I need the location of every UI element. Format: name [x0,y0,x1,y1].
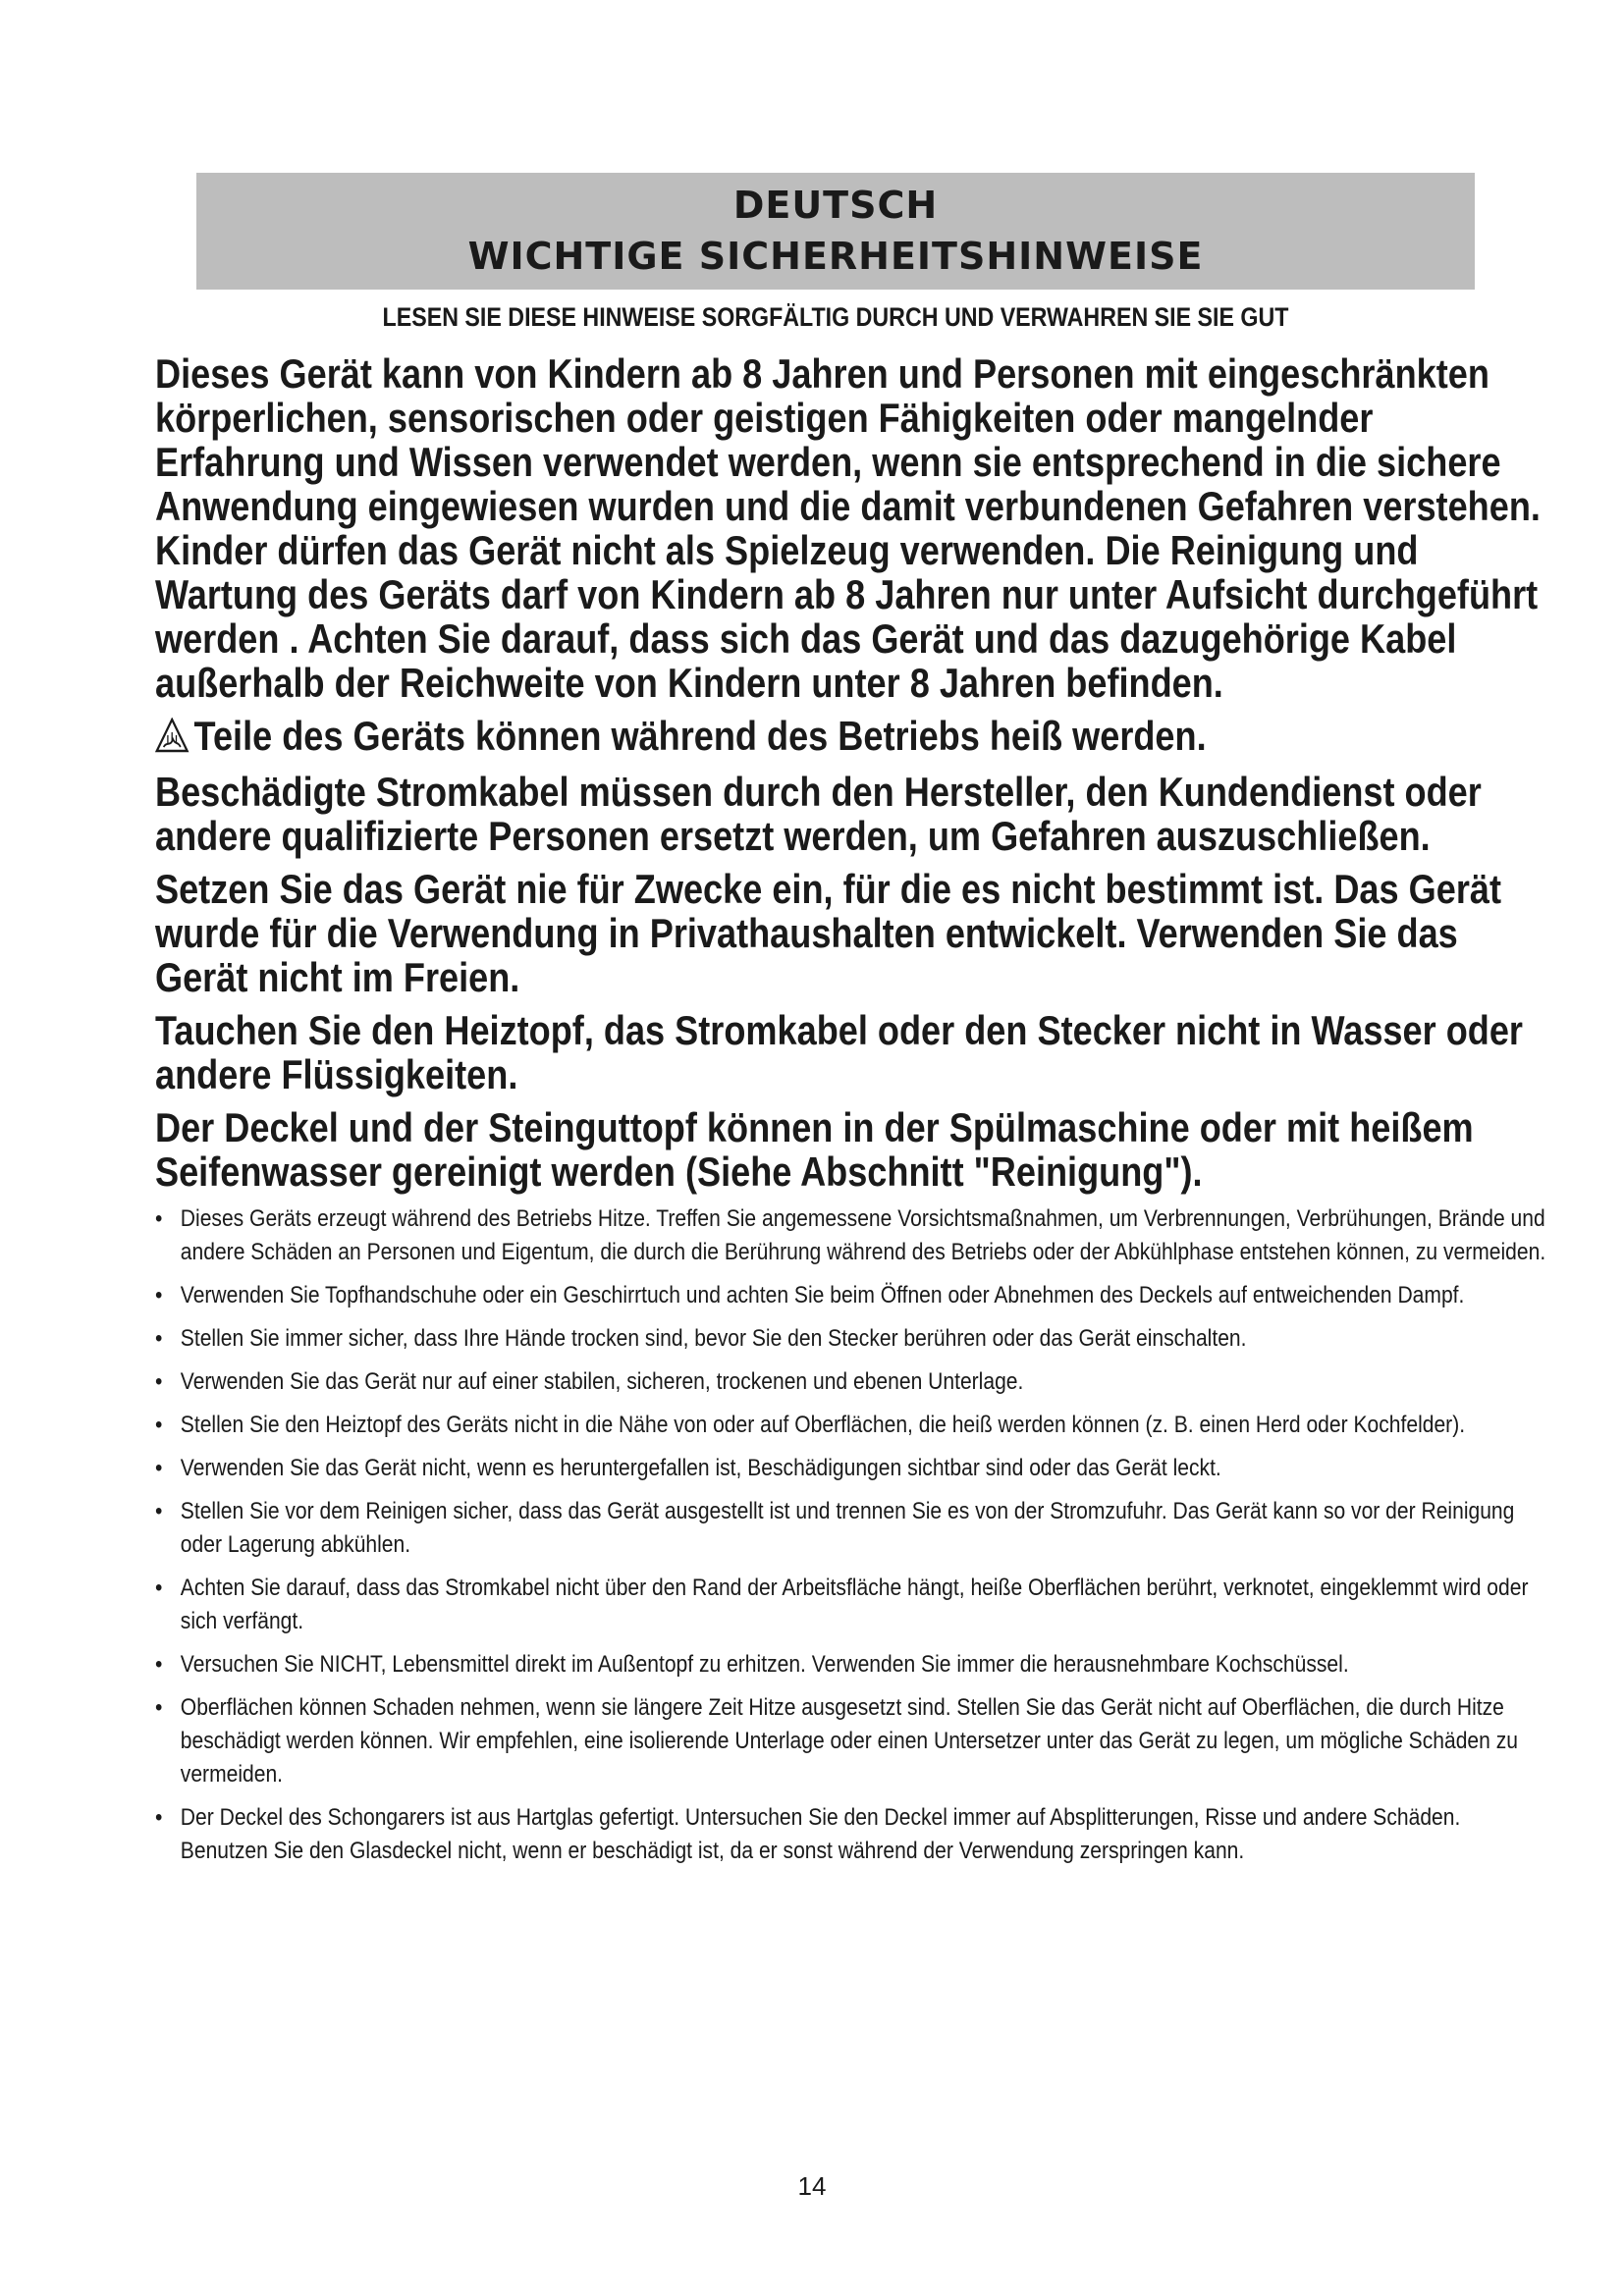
bullet-text: Stellen Sie immer sicher, dass Ihre Hände trocken sind, bevor Sie den Stecker berühren oder das Gerät einschalten. [180,1325,1247,1352]
paragraph-no-immersion: Tauchen Sie den Heiztopf, das Stromkabel oder den Stecker nicht in Wasser oder andere Flüssigkeiten. [155,1007,1523,1097]
section-header [196,173,1475,290]
bullet-item [155,1322,1548,1356]
bullet-marker: • [155,1325,163,1352]
bullet-item [155,1801,1548,1868]
bullet-item [155,1365,1548,1399]
paragraph-intended-use: Setzen Sie das Gerät nie für Zwecke ein, für die es nicht bestimmt ist. Das Gerät wurde für die Verwendung in Privathaushalten entwickelt. Verwenden Sie das Gerät nicht im Freien. [155,866,1502,1000]
bullet-marker: • [155,1205,163,1232]
bullet-text: Dieses Geräts erzeugt während des Betriebs Hitze. Treffen Sie angemessene Vorsichtsmaßnahmen, um Verbrennungen, Verbrühungen, Brände und andere Schäden an Personen und Eigentum, die durch die Berührung während des Betriebs oder der Abkühlphase entstehen können, zu vermeiden. [180,1205,1546,1265]
paragraph-hot-parts [155,714,1548,761]
bullet-marker: • [155,1575,163,1601]
bullet-marker: • [155,1694,163,1721]
bullet-text: Verwenden Sie Topfhandschuhe oder ein Geschirrtuch und achten Sie beim Öffnen oder Abnehmen des Deckels auf entweichenden Dampf. [180,1282,1465,1308]
bullet-text: Der Deckel des Schongarers ist aus Hartglas gefertigt. Untersuchen Sie den Deckel immer auf Absplitterungen, Risse und andere Schäden. Benutzen Sie den Glasdeckel nicht, wenn er beschädigt ist, da er sonst während der Verwendung zerspringen kann. [180,1804,1461,1864]
page-number: 14 [797,2171,827,2201]
bullet-item [155,1202,1548,1269]
bullet-marker: • [155,1804,163,1831]
bullet-marker: • [155,1282,163,1308]
bullet-marker: • [155,1412,163,1438]
bullet-item [155,1452,1548,1485]
bullet-item [155,1495,1548,1562]
language-heading: DEUTSCH [732,184,939,227]
bullet-item [155,1279,1548,1312]
bullet-text: Stellen Sie vor dem Reinigen sicher, dass das Gerät ausgestellt ist und trennen Sie es von der Stromzufuhr. Das Gerät kann so vor der Reinigung oder Lagerung abkühlen. [180,1498,1515,1558]
hot-parts-text: Teile des Geräts können während des Betriebs heiß werden. [193,713,1207,759]
read-instructions-subtitle: LESEN SIE DIESE HINWEISE SORGFÄLTIG DURCH UND VERWAHREN SIE SIE GUT [382,302,1289,332]
bullet-item [155,1691,1548,1791]
paragraph-cleaning: Der Deckel und der Steinguttopf können in der Spülmaschine oder mit heißem Seifenwasser gereinigt werden (Siehe Abschnitt "Reinigung"). [155,1104,1474,1195]
safety-bullet-list [155,1202,1549,1868]
bullet-item [155,1409,1548,1442]
bullet-text: Versuchen Sie NICHT, Lebensmittel direkt im Außentopf zu erhitzen. Verwenden Sie immer die herausnehmbare Kochschüssel. [180,1651,1349,1678]
bullet-item [155,1572,1548,1638]
paragraph-damaged-cable: Beschädigte Stromkabel müssen durch den Hersteller, den Kundendienst oder andere qualifizierte Personen ersetzt werden, um Gefahren auszuschließen. [155,769,1482,859]
bullet-text: Verwenden Sie das Gerät nicht, wenn es heruntergefallen ist, Beschädigungen sichtbar sind oder das Gerät leckt. [180,1455,1221,1481]
bullet-item [155,1648,1548,1682]
bullet-marker: • [155,1455,163,1481]
safety-title: WICHTIGE SICHERHEITSHINWEISE [467,235,1204,278]
warning-triangle-icon [155,717,189,761]
bullet-text: Stellen Sie den Heiztopf des Geräts nicht in die Nähe von oder auf Oberflächen, die heiß werden können (z. B. einen Herd oder Kochfelder). [180,1412,1466,1438]
bullet-marker: • [155,1498,163,1524]
paragraph-children-usage: Dieses Gerät kann von Kindern ab 8 Jahren und Personen mit eingeschränkten körperlichen, sensorischen oder geistigen Fähigkeiten oder mangelnder Erfahrung und Wissen verwendet werden, wenn sie entsprechend in die sichere Anwendung eingewiesen wurden und die damit verbundenen Gefahren verstehen. Kinder dürfen das Gerät nicht als Spielzeug verwenden. Die Reinigung und Wartung des Geräts darf von Kindern ab 8 Jahren nur unter Aufsicht durchgeführt werden . Achten Sie darauf, dass sich das Gerät und das dazugehörige Kabel außerhalb der Reichweite von Kindern unter 8 Jahren befinden. [155,350,1541,706]
bullet-text: Verwenden Sie das Gerät nur auf einer stabilen, sicheren, trockenen und ebenen Unterlage. [180,1368,1024,1395]
main-content [155,351,1549,1878]
bullet-marker: • [155,1651,163,1678]
bullet-marker: • [155,1368,163,1395]
bullet-text: Oberflächen können Schaden nehmen, wenn sie längere Zeit Hitze ausgesetzt sind. Stellen Sie das Gerät nicht auf Oberflächen, die durch Hitze beschädigt werden können. Wir empfehlen, eine isolierende Unterlage oder einen Untersetzer unter das Gerät zu legen, um mögliche Schäden zu vermeiden. [180,1694,1518,1788]
bullet-text: Achten Sie darauf, dass das Stromkabel nicht über den Rand der Arbeitsfläche hängt, heiße Oberflächen berührt, verknotet, eingeklemmt wird oder sich verfängt. [180,1575,1529,1634]
